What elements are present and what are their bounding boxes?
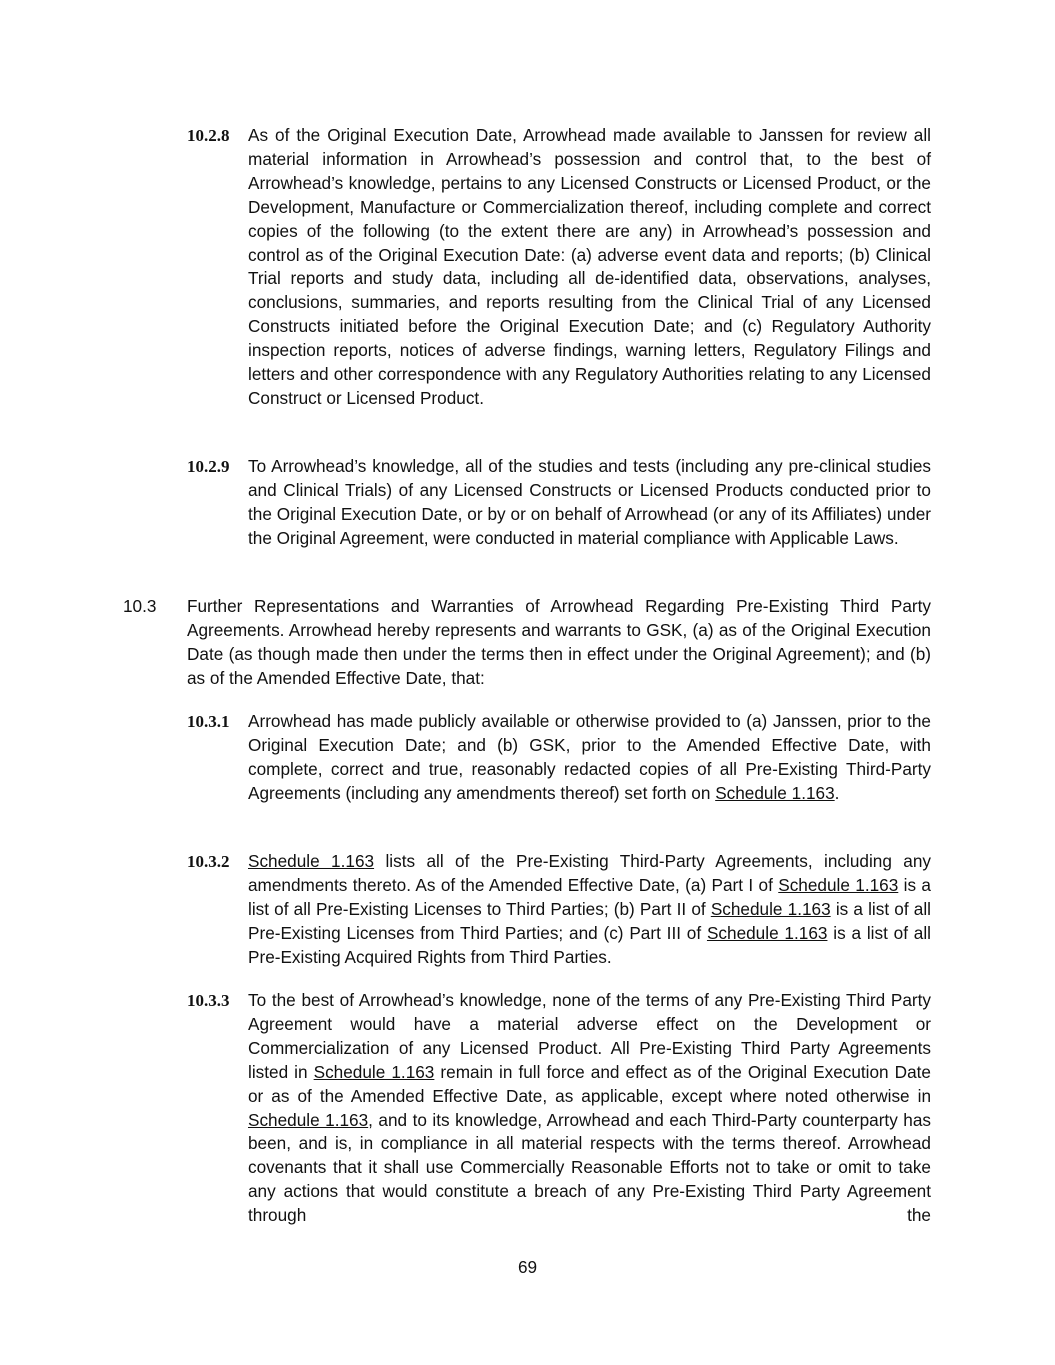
section-10-2-9 xyxy=(187,455,931,551)
text-run: lists all of the Pre-Existing Third-Party Agreements, including any amendments thereto. As of the Amended Effective Date, (a) Part I of xyxy=(248,851,931,895)
section-10-2-8 xyxy=(187,124,931,411)
text-run: remain in full force and effect as of the Original Execution Date or as of the Amended Effective Date, as applicable, except where noted otherwise in xyxy=(248,1061,931,1106)
text-run: To the best of Arrowhead’s knowledge, none of the terms of any Pre-Existing Third Party Agreement would have a material adverse effect on the Development or Commercialization of any Licensed Product. All Pre-Existing Third Party Agreements listed in xyxy=(248,990,931,1082)
text-run: , and to its knowledge, Arrowhead and each Third-Party counterparty has been, and is, in compliance in all material respects with the terms thereof. Arrowhead covenants that it shall use Commercially Reasonable Efforts not to take or omit to take any actions that would constitute a breach of any Pre-Existing Third Party Agreement through the xyxy=(248,1109,931,1226)
section-number: 10.3.2 xyxy=(187,852,230,871)
section-text: As of the Original Execution Date, Arrowhead made available to Janssen for review all material information in Arrowhead’s possession and control that, to the best of Arrowhead’s knowledge, pertains to any Licensed Constructs or Licensed Product, or the Development, Manufacture or Commercialization thereof, including complete and correct copies of the following (to the extent there are any) in Arrowhead’s possession and control as of the Original Execution Date: (a) adverse event data and reports; (b) Clinical Trial reports and study data, including all de-identified data, observations, analyses, conclusions, summaries, and reports resulting from the Clinical Trial of any Licensed Constructs initiated before the Original Execution Date; and (c) Regulatory Authority inspection reports, notices of adverse findings, warning letters, Regulatory Filings and letters and other correspondence with any Regulatory Authorities relating to any Licensed Construct or Licensed Product. xyxy=(248,125,931,408)
schedule-link: Schedule 1.163 xyxy=(313,1061,435,1082)
section-10-3-3 xyxy=(187,989,931,1228)
section-number: 10.3.3 xyxy=(187,991,230,1010)
schedule-link: Schedule 1.163 xyxy=(248,851,375,871)
section-text xyxy=(248,710,931,806)
text-run: Arrowhead has made publicly available or otherwise provided to (a) Janssen, prior to the Original Execution Date; and (b) GSK, prior to the Amended Effective Date, with complete, correct and true, reasonably redacted copies of all Pre-Existing Third-Party Agreements (including any amendments thereof) set forth on xyxy=(248,711,931,803)
section-number: 10.2.8 xyxy=(187,126,230,145)
section-10-3-2 xyxy=(187,850,931,970)
section-number: 10.3.1 xyxy=(187,712,230,731)
section-10-3 xyxy=(123,595,931,691)
section-number: 10.3 xyxy=(123,596,157,616)
schedule-link: Schedule 1.163 xyxy=(706,922,828,943)
section-10-3-1 xyxy=(187,710,931,806)
text-run: is a list of all Pre-Existing Acquired Rights from Third Parties. xyxy=(248,922,931,967)
section-number: 10.2.9 xyxy=(187,457,230,476)
section-text: To Arrowhead’s knowledge, all of the studies and tests (including any pre-clinical studies and Clinical Trials) of any Licensed Constructs or Licensed Products conducted prior to the Original Execution Date, or by or on behalf of Arrowhead (or any of its Affiliates) under the Original Agreement, were conducted in material compliance with Applicable Laws. xyxy=(248,456,931,548)
text-run: . xyxy=(834,782,840,803)
schedule-link: Schedule 1.163 xyxy=(715,782,835,803)
schedule-link: Schedule 1.163 xyxy=(778,874,899,895)
text-run: is a list of all Pre-Existing Licenses to Third Parties; (b) Part II of xyxy=(248,874,931,919)
text-run: is a list of all Pre-Existing Licenses from Third Parties; and (c) Part III of xyxy=(248,898,931,943)
section-text: Further Representations and Warranties of Arrowhead Regarding Pre-Existing Third Party Agreements. Arrowhead hereby represents and warrants to GSK, (a) as of the Original Execution Date (as though made then under the terms then in effect under the Original Agreement); and (b) as of the Amended Effective Date, that: xyxy=(187,596,931,688)
page-number: 69 xyxy=(517,1257,538,1277)
schedule-link: Schedule 1.163 xyxy=(248,1109,369,1130)
section-text xyxy=(248,850,931,970)
section-text xyxy=(248,989,931,1228)
schedule-link: Schedule 1.163 xyxy=(710,898,831,919)
